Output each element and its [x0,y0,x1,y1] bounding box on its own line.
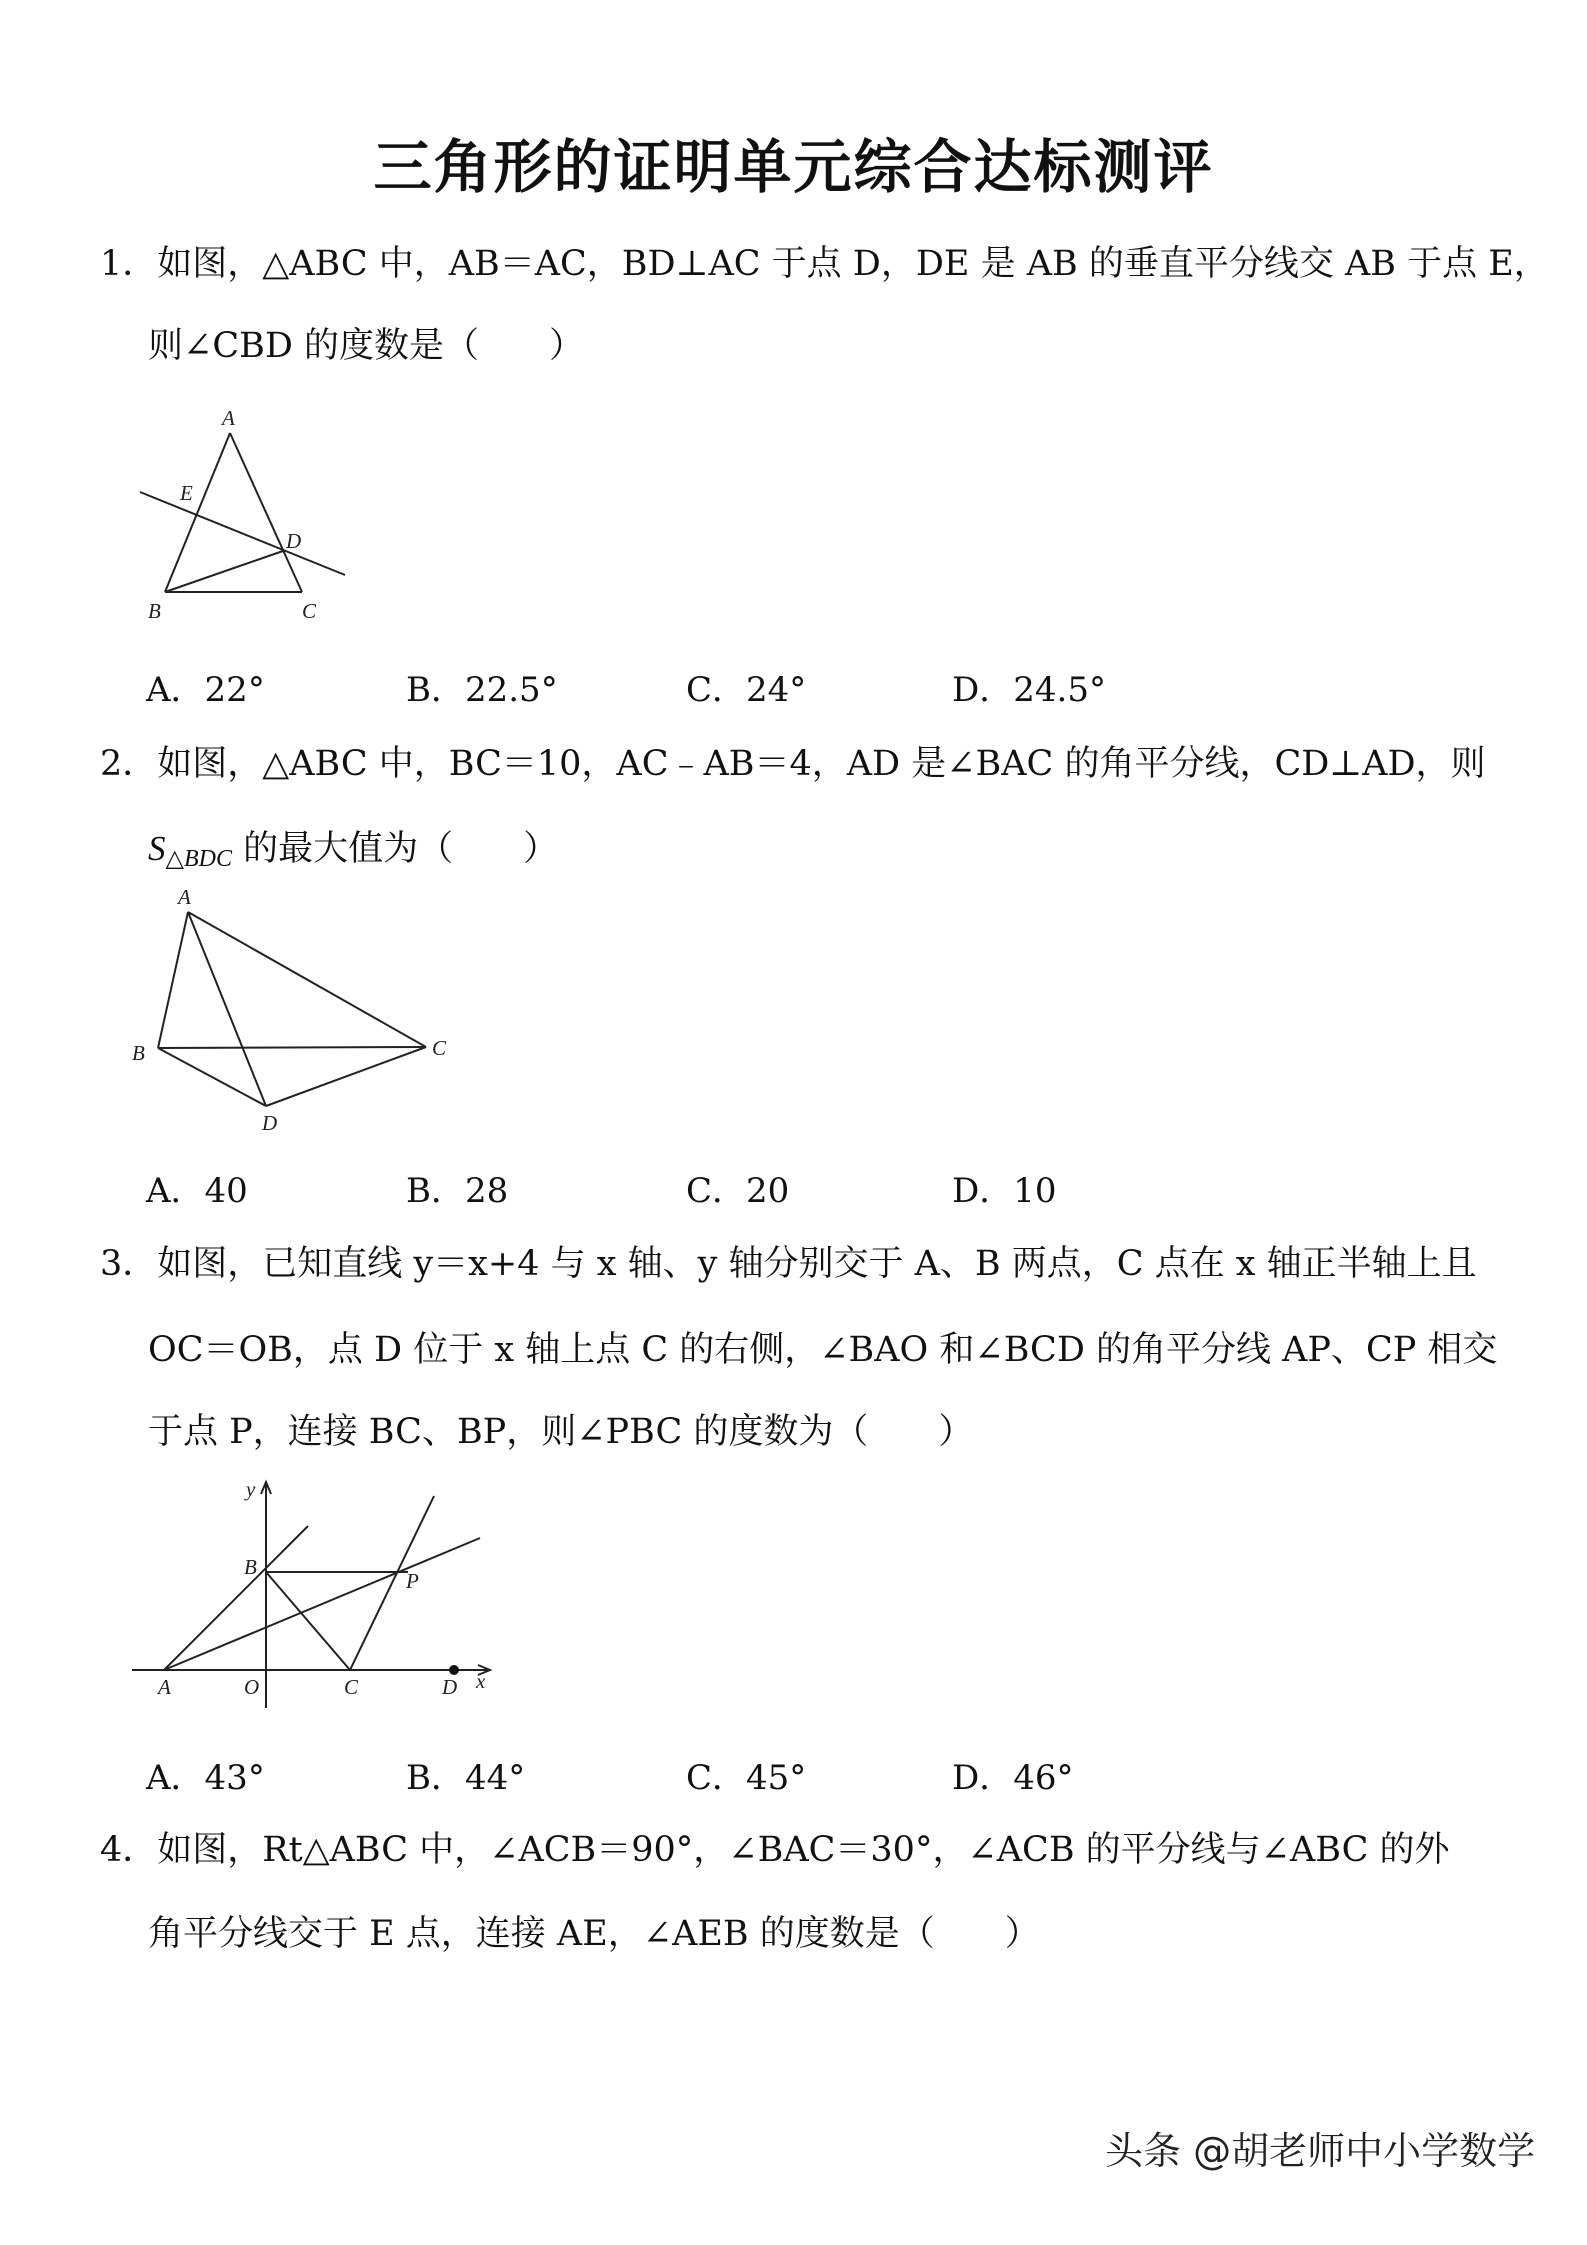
question-4-line-2: 角平分线交于 E 点，连接 AE，∠AEB 的度数是（ ） [148,1914,1040,1954]
question-2-number: 2． [100,744,158,784]
fig2-label-d: D [262,1111,278,1135]
question-4-line-1 [100,1826,1520,1874]
question-2-text-rest: 的最大值为（ ） [231,829,559,869]
question-1-line-1 [100,240,1549,288]
fig1-label-a: A [222,406,235,430]
fig1-label-e: E [180,481,193,505]
fig2-label-c: C [432,1036,447,1060]
fig2-segment-bd [158,1048,266,1106]
q3-option-b[interactable]: B．44° [406,1758,526,1798]
question-3-line-1 [100,1240,1520,1288]
question-2-line-2 [148,825,1568,883]
area-subscript: △BDC [165,846,232,872]
fig1-label-d: D [286,529,302,553]
q3-option-d[interactable]: D．46° [952,1758,1074,1798]
figure-3-coordinate-plot [120,1470,520,1730]
question-1-number: 1． [100,244,158,284]
question-4-number: 4． [100,1830,158,1870]
question-2-text: 如图，△ABC 中，BC＝10，AC﹣AB＝4，AD 是∠BAC 的角平分线，CD⊥AD，则 [157,744,1486,784]
q2-option-b[interactable]: B．28 [406,1171,509,1211]
question-1-line-2: 则∠CBD 的度数是（ ） [148,326,585,366]
fig2-segment-ac [188,912,426,1047]
question-3-line-2: OC＝OB，点 D 位于 x 轴上点 C 的右侧，∠BAO 和∠BCD 的角平分线 AP、CP 相交 [148,1330,1498,1370]
fig3-point-d [449,1665,459,1675]
q1-option-d[interactable]: D．24.5° [952,670,1106,710]
question-4-text-1: 如图，Rt△ABC 中，∠ACB＝90°，∠BAC＝30°，∠ACB 的平分线与∠ABC 的外 [157,1830,1450,1870]
q2-option-c[interactable]: C．20 [686,1171,790,1211]
fig3-label-p: P [406,1569,419,1593]
page-title: 三角形的证明单元综合达标测评 [373,133,1214,201]
fig3-label-x: x [476,1669,486,1693]
fig3-segment-bc [266,1572,350,1670]
figure-1-triangle [130,400,360,630]
fig3-label-c: C [344,1675,359,1699]
fig1-segment-ac [230,433,302,592]
fig3-bisector-ap [164,1538,480,1670]
area-symbol: S [148,829,166,868]
fig1-segment-ab [165,433,230,592]
fig3-label-a: A [158,1675,171,1699]
question-2-line-1 [100,740,1520,788]
q1-option-c[interactable]: C．24° [686,670,807,710]
figure-2-triangle [120,880,480,1140]
fig1-segment-bd [165,551,283,592]
fig3-line-ab [164,1526,308,1670]
fig2-label-a: A [178,885,191,909]
q1-option-a[interactable]: A．22° [146,670,265,710]
question-3-number: 3． [100,1244,158,1284]
fig2-segment-ad [188,912,266,1106]
q2-option-d[interactable]: D．10 [952,1171,1057,1211]
fig2-segment-cd [266,1047,426,1106]
fig2-segment-bc [158,1047,426,1048]
fig2-segment-ab [158,912,188,1048]
question-1-text: 如图，△ABC 中，AB＝AC，BD⊥AC 于点 D，DE 是 AB 的垂直平分线交 AB 于点 E， [157,244,1549,284]
fig3-label-d: D [442,1675,458,1699]
fig1-label-b: B [148,599,161,623]
fig3-label-o: O [244,1675,260,1699]
q2-option-a[interactable]: A．40 [146,1171,248,1211]
fig3-label-y: y [246,1477,256,1501]
fig1-label-c: C [302,599,317,623]
q3-option-a[interactable]: A．43° [146,1758,265,1798]
fig3-label-b: B [244,1555,257,1579]
question-3-text-1: 如图，已知直线 y＝x+4 与 x 轴、y 轴分别交于 A、B 两点，C 点在 x 轴正半轴上且 [157,1244,1477,1284]
q3-option-c[interactable]: C．45° [686,1758,807,1798]
q1-option-b[interactable]: B．22.5° [406,670,558,710]
fig3-bisector-cp [350,1496,434,1670]
fig1-line-de [140,492,345,575]
watermark: 头条 @胡老师中小学数学 [1105,2129,1536,2173]
question-3-line-3: 于点 P，连接 BC、BP，则∠PBC 的度数为（ ） [148,1412,974,1452]
fig2-label-b: B [132,1041,145,1065]
